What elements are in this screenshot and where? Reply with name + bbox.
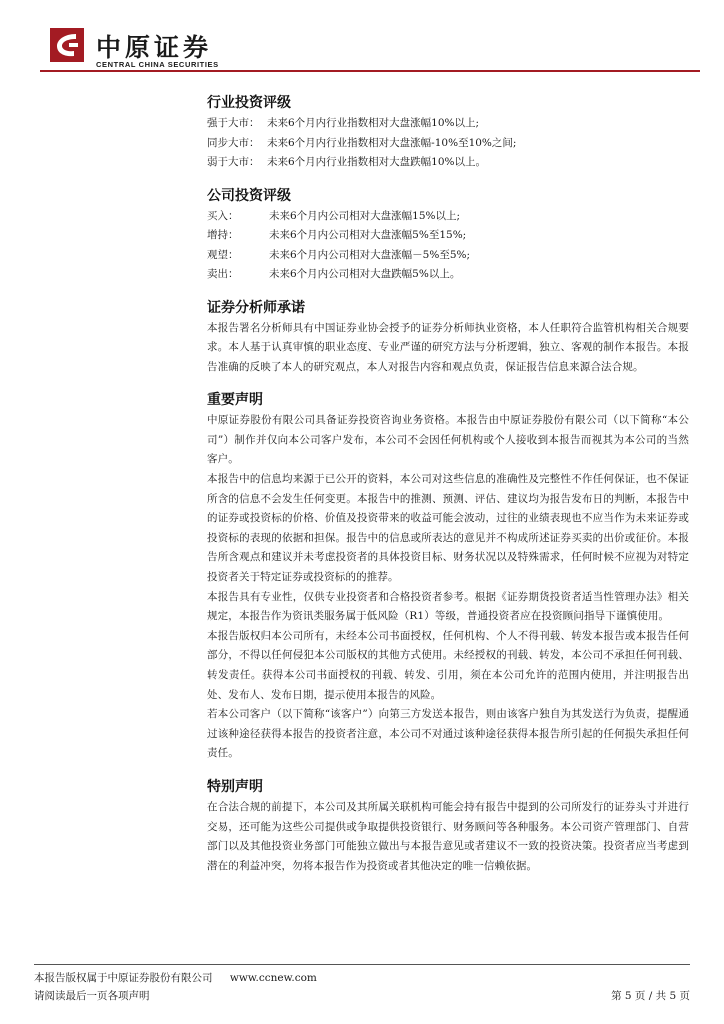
special-statement-section xyxy=(207,776,689,876)
rating-line xyxy=(207,134,689,154)
footer-line-2 xyxy=(34,987,690,1005)
page-header xyxy=(40,20,700,76)
footer-website-link[interactable]: www.ccnew.com xyxy=(229,972,317,984)
rating-line xyxy=(207,153,689,173)
header-divider xyxy=(40,70,700,72)
paragraph: 在合法合规的前提下，本公司及其所属关联机构可能会持有报告中提到的公司所发行的证券头寸并进行交易，还可能为这些公司提供或争取提供投资银行、财务顾问等各种服务。本公司资产管理部门、自营部门以及其他投资业务部门可能独立做出与本报告意见或者建议不一致的投资决策。投资者应当考虑到潜在的利益冲突，勿将本报告作为投资或者其他决定的唯一信赖依据。 xyxy=(207,800,689,872)
paragraph: 若本公司客户（以下简称“该客户”）向第三方发送本报告，则由该客户独自为其发送行为负责，提醒通过该种途径获得本报告的投资者注意，本公司不对通过该种途径获得本报告所引起的任何损失承担任何责任。 xyxy=(207,708,689,760)
page-footer xyxy=(34,964,690,1005)
paragraph: 本报告具有专业性，仅供专业投资者和合格投资者参考。根据《证券期货投资者适当性管理办法》相关规定，本报告作为资讯类服务属于低风险（R1）等级，普通投资者应在投资顾问指导下谨慎使用。 xyxy=(207,590,689,623)
rating-label: 增持： xyxy=(207,229,239,241)
rating-label: 同步大市： xyxy=(207,136,260,149)
rating-line xyxy=(207,265,689,285)
brand-name-en: CENTRAL CHINA SECURITIES xyxy=(96,60,219,69)
brand-name-cn: 中原证券 xyxy=(96,33,213,62)
company-logo-icon xyxy=(50,28,84,62)
paragraph: 中原证券股份有限公司具备证券投资咨询业务资格。本报告由中原证券股份有限公司（以下简称“本公司”）制作并仅向本公司客户发布，本公司不会因任何机构或个人接收到本报告而视其为本公司的当然客户。 xyxy=(207,414,689,466)
page-number: 第 5 页 / 共 5 页 xyxy=(611,990,690,1002)
rating-text: 未来6个月内行业指数相对大盘涨幅10%以上; xyxy=(267,117,480,129)
rating-line xyxy=(207,246,689,266)
analyst-commitment-section xyxy=(207,297,689,378)
footer-copyright: 本报告版权属于中原证券股份有限公司 xyxy=(34,972,213,984)
paragraph: 本报告中的信息均来源于已公开的资料，本公司对这些信息的准确性及完整性不作任何保证，也不保证所含的信息不会发生任何变更。本报告中的推测、预测、评估、建议均为报告发布日的判断，本报告中的证券或投资标的价格、价值及投资带来的收益可能会波动，过往的业绩表现也不应当作为未来证券或投资标的表现的依据和担保。报告中的信息或所表达的意见并不构成所述证券买卖的出价或征价。本报告所含观点和建议并未考虑投资者的具体投资目标、财务状况以及特殊需求，任何时候不应视为对特定投资者关于特定证券或投资标的的推荐。 xyxy=(207,473,689,584)
section-title: 特别声明 xyxy=(207,778,263,795)
footer-line-1 xyxy=(34,969,690,987)
rating-text: 未来6个月内公司相对大盘涨幅15%以上; xyxy=(269,209,461,222)
industry-rating-section xyxy=(207,92,689,173)
section-title: 公司投资评级 xyxy=(207,187,291,204)
rating-line xyxy=(207,114,689,134)
rating-label: 卖出： xyxy=(207,268,239,280)
rating-line xyxy=(207,226,689,246)
section-title: 重要声明 xyxy=(207,392,263,409)
section-title: 行业投资评级 xyxy=(207,95,291,111)
footer-notice: 请阅读最后一页各项声明 xyxy=(34,990,150,1002)
rating-label: 强于大市： xyxy=(207,117,260,129)
important-statement-section xyxy=(207,389,689,764)
company-rating-section xyxy=(207,185,689,285)
rating-text: 未来6个月内行业指数相对大盘涨幅-10%至10%之间; xyxy=(267,136,517,149)
rating-label: 弱于大市： xyxy=(207,156,260,168)
footer-divider xyxy=(34,964,690,965)
rating-text: 未来6个月内公司相对大盘跌幅5%以上。 xyxy=(269,268,461,280)
rating-text: 未来6个月内行业指数相对大盘跌幅10%以上。 xyxy=(267,156,487,168)
section-title: 证券分析师承诺 xyxy=(207,299,305,316)
rating-line xyxy=(207,207,689,227)
rating-label: 买入： xyxy=(207,209,239,222)
rating-text: 未来6个月内公司相对大盘涨幅－5%至5%; xyxy=(269,248,471,261)
paragraph: 本报告署名分析师具有中国证券业协会授予的证券分析师执业资格，本人任职符合监管机构相关合规要求。本人基于认真审慎的职业态度、专业严谨的研究方法与分析逻辑，独立、客观的制作本报告。本报告准确的反映了本人的研究观点，本人对报告内容和观点负责，保证报告信息来源合法合规。 xyxy=(207,321,689,373)
paragraph: 本报告版权归本公司所有，未经本公司书面授权，任何机构、个人不得刊载、转发本报告或本报告任何部分，不得以任何侵犯本公司版权的其他方式使用。未经授权的刊载、转发，本公司不承担任何刊载、转发责任。获得本公司书面授权的刊载、转发、引用，须在本公司允许的范围内使用，并注明报告出处、发布人、发布日期，提示使用本报告的风险。 xyxy=(207,629,689,701)
rating-label: 观望： xyxy=(207,248,239,261)
main-content xyxy=(207,92,689,888)
rating-text: 未来6个月内公司相对大盘涨幅5%至15%; xyxy=(269,229,467,241)
